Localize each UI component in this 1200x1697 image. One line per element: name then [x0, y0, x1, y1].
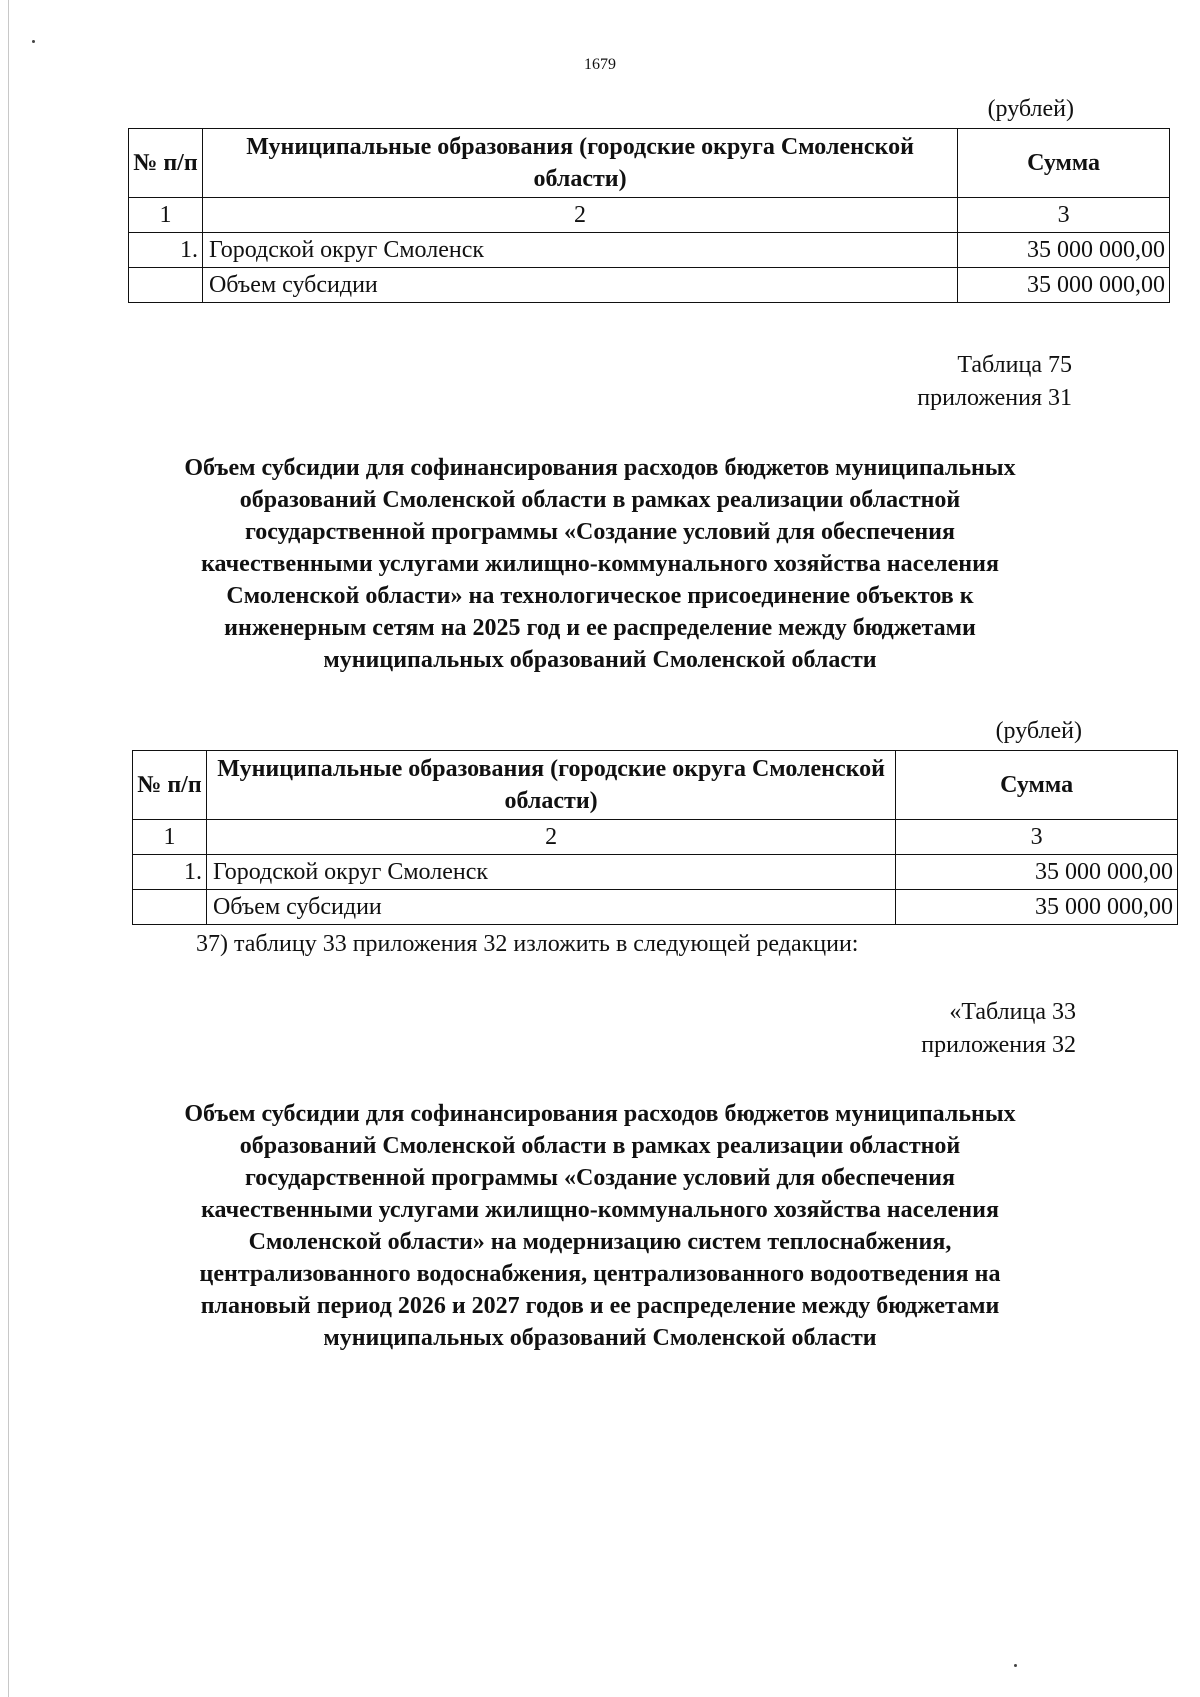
row-sum: 35 000 000,00 [896, 855, 1178, 890]
row-num: 1. [129, 233, 203, 268]
index-cell-3: 3 [896, 820, 1178, 855]
table-b [132, 750, 1178, 925]
title-line: государственной программы «Создание условий для обеспечения [245, 519, 955, 545]
header-num: № п/п [129, 129, 203, 198]
table-ref-line: приложения 32 [921, 1032, 1076, 1058]
scan-speck [32, 40, 35, 43]
header-sum: Сумма [958, 129, 1170, 198]
row-num [129, 268, 203, 303]
table-row [129, 233, 1170, 268]
row-name: Городской округ Смоленск [202, 233, 957, 268]
title-line: Объем субсидии для софинансирования расходов бюджетов муниципальных [184, 1101, 1016, 1127]
title-line: Объем субсидии для софинансирования расходов бюджетов муниципальных [184, 455, 1016, 481]
header-municipality: Муниципальные образования (городские округа Смоленской области) [202, 129, 957, 198]
title-line: централизованного водоснабжения, централизованного водоотведения на [199, 1261, 1001, 1287]
title-line: Смоленской области» на модернизацию систем теплоснабжения, [248, 1229, 952, 1255]
table-a [128, 128, 1170, 303]
table-a-index-row [129, 198, 1170, 233]
row-sum: 35 000 000,00 [958, 233, 1170, 268]
title-line: муниципальных образований Смоленской области [323, 647, 877, 673]
table-b-index-row [133, 820, 1178, 855]
title-line: качественными услугами жилищно-коммунального хозяйства населения [201, 1197, 999, 1223]
title-line: плановый период 2026 и 2027 годов и ее распределение между бюджетами [200, 1293, 1000, 1319]
unit-label-a: (рублей) [987, 96, 1074, 122]
unit-label-b: (рублей) [995, 718, 1082, 744]
table-row [133, 890, 1178, 925]
table-ref-33 [921, 996, 1076, 1062]
index-cell-1: 1 [133, 820, 207, 855]
title-line: инженерным сетям на 2025 год и ее распределение между бюджетами [224, 615, 976, 641]
instruction-text: 37) таблицу 33 приложения 32 изложить в следующей редакции: [196, 931, 859, 957]
header-municipality: Муниципальные образования (городские округа Смоленской области) [206, 751, 895, 820]
row-num: 1. [133, 855, 207, 890]
row-sum: 35 000 000,00 [896, 890, 1178, 925]
title-line: Смоленской области» на технологическое присоединение объектов к [226, 583, 974, 609]
table-row [133, 855, 1178, 890]
header-num: № п/п [133, 751, 207, 820]
title-line: образований Смоленской области в рамках реализации областной [239, 1133, 961, 1159]
table-ref-line: Таблица 75 [957, 352, 1072, 378]
table-row [129, 268, 1170, 303]
table-ref-line: приложения 31 [917, 385, 1072, 411]
row-name: Городской округ Смоленск [206, 855, 895, 890]
page-edge-line [8, 0, 9, 1697]
title-line: образований Смоленской области в рамках реализации областной [239, 487, 961, 513]
row-sum: 35 000 000,00 [958, 268, 1170, 303]
page-number: 1679 [584, 56, 616, 73]
index-cell-1: 1 [129, 198, 203, 233]
title-line: муниципальных образований Смоленской области [323, 1325, 877, 1351]
row-num [133, 890, 207, 925]
section-title-33 [120, 1098, 1080, 1354]
table-ref-line: «Таблица 33 [949, 999, 1076, 1025]
scan-speck [1014, 1664, 1017, 1667]
row-name: Объем субсидии [202, 268, 957, 303]
table-ref-75 [917, 349, 1072, 415]
row-name: Объем субсидии [206, 890, 895, 925]
index-cell-2: 2 [202, 198, 957, 233]
table-b-header-row [133, 751, 1178, 820]
title-line: государственной программы «Создание условий для обеспечения [245, 1165, 955, 1191]
index-cell-3: 3 [958, 198, 1170, 233]
title-line: качественными услугами жилищно-коммунального хозяйства населения [201, 551, 999, 577]
table-a-header-row [129, 129, 1170, 198]
header-sum: Сумма [896, 751, 1178, 820]
section-title-75 [120, 452, 1080, 676]
index-cell-2: 2 [206, 820, 895, 855]
